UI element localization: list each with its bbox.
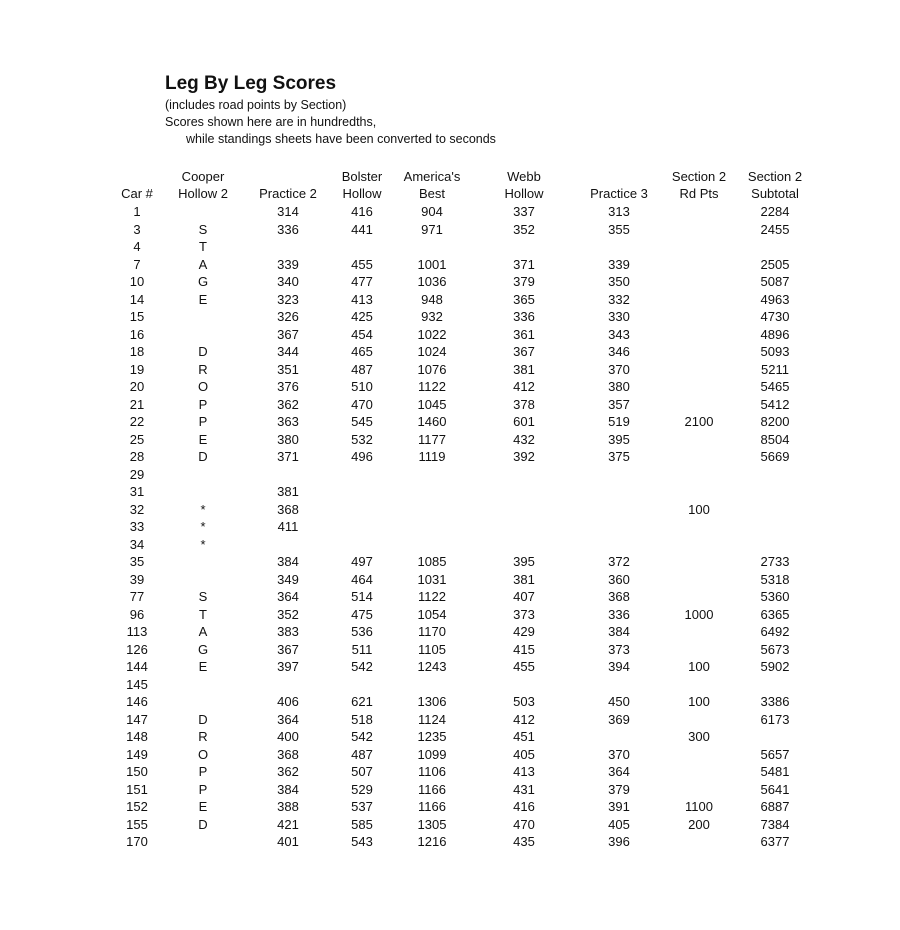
cell-cooper-hollow-2: S [198, 589, 208, 604]
cell-webb-hollow: 395 [513, 554, 535, 569]
cell-cooper-hollow-2: A [198, 624, 208, 639]
cell-webb-hollow: 416 [513, 799, 535, 814]
cell-bolster-hollow: 537 [351, 799, 373, 814]
cell-practice-2: 364 [277, 711, 299, 727]
header-car-number-line2: Car # [121, 186, 153, 201]
cell-webb-hollow: 352 [513, 221, 535, 237]
cell-americas-best: 1045 [417, 396, 447, 412]
header-bolster-hollow-line2: Hollow [342, 186, 382, 201]
cell-car-number: 15 [129, 309, 145, 324]
header-cooper-hollow-2-line2: Hollow 2 [178, 186, 228, 201]
cell-practice-3: 370 [608, 746, 630, 762]
cell-bolster-hollow: 529 [351, 781, 373, 797]
cell-americas-best: 1119 [418, 449, 446, 464]
cell-car-number: 145 [126, 676, 148, 692]
cell-webb-hollow: 435 [513, 834, 535, 849]
cell-section-2-subtotal: 5669 [760, 449, 790, 464]
cell-bolster-hollow: 543 [351, 834, 373, 849]
cell-practice-3: 330 [608, 309, 630, 324]
cell-car-number: 28 [129, 449, 145, 464]
cell-practice-3: 368 [608, 589, 630, 604]
cell-americas-best: 1106 [418, 764, 446, 779]
cell-americas-best: 1001 [417, 256, 447, 272]
cell-car-number: 21 [129, 396, 145, 412]
cell-americas-best: 1243 [417, 659, 447, 674]
header-americas-best-line1: America's [403, 169, 461, 184]
cell-practice-3: 336 [608, 606, 630, 622]
cell-practice-2: 363 [277, 414, 299, 429]
cell-practice-2: 397 [277, 659, 299, 674]
cell-cooper-hollow-2: A [198, 256, 208, 272]
cell-cooper-hollow-2: E [198, 659, 208, 674]
cell-car-number: 144 [126, 659, 148, 674]
cell-section-2-subtotal: 6173 [760, 711, 790, 727]
cell-car-number: 10 [129, 274, 145, 289]
cell-cooper-hollow-2: T [199, 606, 207, 622]
cell-car-number: 149 [126, 746, 148, 762]
cell-section-2-subtotal: 3386 [760, 694, 790, 709]
cell-section-2-subtotal: 6365 [760, 606, 790, 622]
cell-cooper-hollow-2: O [197, 746, 209, 762]
cell-cooper-hollow-2: * [200, 501, 206, 517]
cell-car-number: 25 [129, 431, 145, 447]
cell-webb-hollow: 455 [513, 659, 535, 674]
cell-section-2-subtotal: 2284 [760, 204, 790, 219]
cell-car-number: 77 [129, 589, 145, 604]
subtitle-seconds: while standings sheets have been converted to seconds [186, 132, 496, 146]
cell-section-2-rd-pts: 1000 [684, 606, 714, 622]
cell-webb-hollow: 373 [513, 606, 535, 622]
cell-car-number: 29 [129, 466, 145, 482]
cell-section-2-subtotal: 5657 [760, 746, 790, 762]
cell-americas-best: 1031 [417, 571, 447, 587]
cell-section-2-subtotal: 5412 [760, 396, 790, 412]
cell-americas-best: 1305 [417, 816, 447, 832]
cell-practice-3: 379 [608, 781, 630, 797]
cell-section-2-subtotal: 2455 [760, 221, 790, 237]
cell-practice-2: 383 [277, 624, 299, 639]
cell-section-2-subtotal: 6887 [760, 799, 790, 814]
cell-bolster-hollow: 464 [351, 571, 373, 587]
cell-car-number: 96 [129, 606, 145, 622]
cell-practice-3: 343 [608, 326, 630, 342]
cell-practice-2: 339 [277, 256, 299, 272]
cell-cooper-hollow-2: G [197, 641, 209, 657]
cell-americas-best: 1036 [417, 274, 447, 289]
cell-americas-best: 1306 [417, 694, 447, 709]
cell-car-number: 151 [126, 781, 148, 797]
page-title: Leg By Leg Scores [165, 73, 337, 94]
cell-section-2-subtotal: 5902 [760, 659, 790, 674]
cell-car-number: 32 [129, 501, 145, 517]
cell-practice-3: 395 [608, 431, 630, 447]
cell-practice-2: 314 [277, 204, 299, 219]
cell-practice-3: 373 [608, 641, 630, 657]
cell-cooper-hollow-2: * [200, 536, 206, 552]
cell-section-2-rd-pts: 100 [688, 694, 710, 709]
cell-webb-hollow: 379 [513, 274, 535, 289]
cell-practice-3: 360 [608, 571, 630, 587]
cell-bolster-hollow: 441 [351, 221, 373, 237]
cell-practice-2: 388 [277, 799, 299, 814]
cell-car-number: 39 [129, 571, 145, 587]
cell-car-number: 35 [129, 554, 145, 569]
cell-practice-3: 380 [608, 379, 630, 394]
cell-webb-hollow: 429 [513, 624, 535, 639]
cell-section-2-rd-pts: 1100 [685, 799, 713, 814]
cell-practice-3: 313 [608, 204, 630, 219]
cell-practice-3: 369 [608, 711, 630, 727]
cell-practice-2: 323 [277, 291, 299, 307]
cell-bolster-hollow: 425 [351, 309, 373, 324]
cell-practice-2: 400 [277, 729, 299, 744]
cell-practice-3: 350 [608, 274, 630, 289]
header-webb-hollow-line1: Webb [507, 169, 541, 184]
cell-practice-2: 351 [277, 361, 299, 377]
cell-section-2-rd-pts: 2100 [684, 414, 714, 429]
cell-car-number: 33 [129, 519, 145, 534]
cell-section-2-subtotal: 5211 [761, 361, 789, 377]
cell-webb-hollow: 431 [513, 781, 535, 797]
cell-practice-3: 384 [608, 624, 630, 639]
cell-car-number: 14 [129, 291, 145, 307]
cell-americas-best: 1235 [417, 729, 447, 744]
cell-webb-hollow: 371 [513, 256, 535, 272]
cell-practice-2: 421 [277, 816, 299, 832]
cell-cooper-hollow-2: T [199, 239, 207, 254]
cell-americas-best: 1054 [417, 606, 447, 622]
cell-practice-2: 384 [277, 781, 299, 797]
cell-practice-2: 340 [277, 274, 299, 289]
cell-section-2-subtotal: 5318 [760, 571, 790, 587]
cell-cooper-hollow-2: * [200, 519, 206, 534]
cell-practice-3: 450 [608, 694, 630, 709]
cell-americas-best: 971 [421, 221, 443, 237]
cell-bolster-hollow: 475 [351, 606, 373, 622]
cell-car-number: 155 [126, 816, 148, 832]
cell-webb-hollow: 381 [513, 361, 535, 377]
cell-practice-2: 401 [277, 834, 299, 849]
cell-webb-hollow: 367 [513, 344, 535, 359]
cell-practice-2: 364 [277, 589, 299, 604]
cell-bolster-hollow: 454 [351, 326, 373, 342]
header-americas-best-line2: Best [418, 186, 446, 201]
cell-practice-2: 352 [277, 606, 299, 622]
cell-bolster-hollow: 416 [351, 204, 373, 219]
cell-practice-3: 405 [608, 816, 630, 832]
cell-practice-2: 362 [277, 764, 299, 779]
cell-bolster-hollow: 487 [351, 746, 373, 762]
cell-webb-hollow: 365 [513, 291, 535, 307]
cell-americas-best: 1085 [417, 554, 447, 569]
cell-americas-best: 904 [421, 204, 443, 219]
cell-section-2-subtotal: 5641 [760, 781, 790, 797]
cell-webb-hollow: 405 [513, 746, 535, 762]
cell-car-number: 16 [129, 326, 145, 342]
cell-practice-2: 367 [277, 641, 299, 657]
cell-practice-3: 355 [608, 221, 630, 237]
cell-americas-best: 1076 [417, 361, 447, 377]
header-bolster-hollow-line1: Bolster [341, 169, 383, 184]
cell-bolster-hollow: 514 [351, 589, 373, 604]
cell-webb-hollow: 407 [513, 589, 535, 604]
cell-cooper-hollow-2: P [198, 781, 208, 797]
header-cooper-hollow-2-line1: Cooper [181, 169, 225, 184]
cell-practice-2: 380 [277, 431, 299, 447]
cell-car-number: 1 [133, 204, 141, 219]
cell-car-number: 170 [126, 834, 148, 849]
cell-americas-best: 1099 [417, 746, 447, 762]
cell-practice-2: 381 [277, 484, 299, 499]
cell-practice-2: 349 [277, 571, 299, 587]
cell-cooper-hollow-2: P [198, 414, 208, 429]
cell-section-2-subtotal: 8200 [760, 414, 790, 429]
cell-bolster-hollow: 542 [351, 729, 373, 744]
cell-bolster-hollow: 507 [351, 764, 373, 779]
cell-cooper-hollow-2: E [198, 431, 208, 447]
cell-section-2-rd-pts: 300 [688, 729, 710, 744]
cell-cooper-hollow-2: E [198, 799, 208, 814]
cell-section-2-subtotal: 4963 [760, 291, 790, 307]
cell-car-number: 126 [126, 641, 148, 657]
cell-car-number: 7 [133, 256, 141, 272]
cell-bolster-hollow: 413 [351, 291, 373, 307]
cell-practice-2: 368 [277, 746, 299, 762]
cell-bolster-hollow: 532 [351, 431, 373, 447]
cell-webb-hollow: 378 [513, 396, 535, 412]
cell-bolster-hollow: 477 [351, 274, 373, 289]
cell-webb-hollow: 412 [513, 379, 535, 394]
cell-webb-hollow: 381 [513, 571, 535, 587]
cell-americas-best: 1122 [418, 589, 446, 604]
cell-bolster-hollow: 518 [351, 711, 373, 727]
cell-practice-3: 396 [608, 834, 630, 849]
cell-car-number: 22 [129, 414, 145, 429]
cell-practice-2: 411 [277, 519, 299, 534]
cell-practice-3: 357 [608, 396, 630, 412]
cell-webb-hollow: 470 [513, 816, 535, 832]
cell-practice-2: 406 [277, 694, 299, 709]
cell-americas-best: 1105 [418, 641, 446, 657]
cell-cooper-hollow-2: R [198, 361, 208, 377]
cell-webb-hollow: 361 [513, 326, 535, 342]
cell-car-number: 146 [126, 694, 148, 709]
cell-car-number: 19 [129, 361, 145, 377]
cell-practice-2: 344 [277, 344, 299, 359]
cell-car-number: 4 [133, 239, 141, 254]
cell-practice-2: 384 [277, 554, 299, 569]
cell-section-2-rd-pts: 100 [688, 501, 710, 517]
cell-section-2-subtotal: 2733 [760, 554, 790, 569]
subtitle-hundredths: Scores shown here are in hundredths, [165, 115, 377, 129]
cell-bolster-hollow: 536 [351, 624, 373, 639]
cell-car-number: 18 [129, 344, 145, 359]
cell-webb-hollow: 451 [513, 729, 535, 744]
cell-cooper-hollow-2: O [197, 379, 209, 394]
cell-webb-hollow: 413 [513, 764, 535, 779]
cell-cooper-hollow-2: D [198, 449, 208, 464]
cell-practice-3: 370 [608, 361, 630, 377]
cell-section-2-subtotal: 5673 [760, 641, 790, 657]
cell-americas-best: 1460 [417, 414, 447, 429]
cell-practice-3: 364 [608, 764, 630, 779]
cell-section-2-subtotal: 6377 [760, 834, 790, 849]
cell-section-2-subtotal: 2505 [760, 256, 790, 272]
cell-webb-hollow: 337 [513, 204, 535, 219]
cell-bolster-hollow: 621 [351, 694, 373, 709]
cell-section-2-subtotal: 5360 [760, 589, 790, 604]
cell-webb-hollow: 415 [513, 641, 535, 657]
cell-webb-hollow: 432 [513, 431, 535, 447]
cell-americas-best: 1216 [417, 834, 447, 849]
cell-car-number: 34 [129, 536, 145, 552]
cell-americas-best: 1166 [418, 799, 446, 814]
cell-bolster-hollow: 511 [351, 641, 373, 657]
cell-webb-hollow: 336 [513, 309, 535, 324]
cell-bolster-hollow: 455 [351, 256, 373, 272]
cell-americas-best: 1166 [418, 781, 446, 797]
cell-bolster-hollow: 497 [351, 554, 373, 569]
cell-section-2-subtotal: 5093 [760, 344, 790, 359]
cell-section-2-subtotal: 5465 [760, 379, 790, 394]
cell-section-2-subtotal: 5481 [760, 764, 790, 779]
cell-car-number: 31 [129, 484, 145, 499]
cell-practice-3: 375 [608, 449, 630, 464]
cell-car-number: 152 [126, 799, 148, 814]
cell-cooper-hollow-2: P [198, 396, 208, 412]
cell-bolster-hollow: 545 [351, 414, 373, 429]
cell-section-2-rd-pts: 100 [688, 659, 710, 674]
cell-cooper-hollow-2: R [198, 729, 208, 744]
cell-bolster-hollow: 470 [351, 396, 373, 412]
cell-section-2-subtotal: 4896 [760, 326, 790, 342]
cell-section-2-subtotal: 8504 [760, 431, 790, 447]
cell-section-2-subtotal: 6492 [760, 624, 790, 639]
cell-practice-3: 391 [608, 799, 630, 814]
cell-cooper-hollow-2: G [197, 274, 209, 289]
cell-practice-2: 368 [277, 501, 299, 517]
cell-americas-best: 1122 [418, 379, 446, 394]
cell-americas-best: 1170 [418, 624, 446, 639]
cell-bolster-hollow: 496 [351, 449, 373, 464]
subtitle-road-points: (includes road points by Section) [165, 98, 347, 112]
cell-car-number: 113 [126, 624, 148, 639]
cell-car-number: 3 [133, 221, 141, 237]
cell-practice-2: 362 [277, 396, 299, 412]
cell-bolster-hollow: 465 [351, 344, 373, 359]
cell-section-2-subtotal: 7384 [760, 816, 790, 832]
cell-cooper-hollow-2: S [198, 221, 208, 237]
cell-cooper-hollow-2: D [198, 344, 208, 359]
cell-americas-best: 1177 [418, 431, 446, 447]
cell-practice-2: 376 [277, 379, 299, 394]
cell-americas-best: 1124 [418, 711, 446, 727]
cell-section-2-rd-pts: 200 [688, 816, 710, 832]
cell-practice-3: 394 [608, 659, 630, 674]
cell-americas-best: 1024 [417, 344, 447, 359]
cell-webb-hollow: 392 [513, 449, 535, 464]
header-section-2-subtotal-line2: Subtotal [751, 186, 799, 201]
header-webb-hollow-line2: Hollow [504, 186, 544, 201]
cell-americas-best: 1022 [417, 326, 447, 342]
cell-section-2-subtotal: 4730 [760, 309, 790, 324]
cell-practice-2: 367 [277, 326, 299, 342]
cell-cooper-hollow-2: D [198, 816, 208, 832]
cell-webb-hollow: 412 [513, 711, 535, 727]
header-section-2-rd-pts-line2: Rd Pts [679, 186, 719, 201]
cell-cooper-hollow-2: P [198, 764, 208, 779]
cell-americas-best: 948 [421, 291, 443, 307]
cell-practice-2: 336 [277, 221, 299, 237]
cell-practice-3: 339 [608, 256, 630, 272]
cell-car-number: 150 [126, 764, 148, 779]
cell-practice-3: 346 [608, 344, 630, 359]
cell-bolster-hollow: 542 [351, 659, 373, 674]
header-practice-3-line2: Practice 3 [590, 186, 648, 201]
cell-cooper-hollow-2: E [198, 291, 208, 307]
cell-car-number: 147 [126, 711, 148, 727]
header-practice-2-line2: Practice 2 [259, 186, 317, 201]
cell-section-2-subtotal: 5087 [760, 274, 790, 289]
cell-practice-3: 372 [608, 554, 630, 569]
cell-practice-3: 332 [608, 291, 630, 307]
cell-americas-best: 932 [421, 309, 443, 324]
cell-practice-2: 326 [277, 309, 299, 324]
header-section-2-rd-pts-line1: Section 2 [671, 169, 727, 184]
cell-cooper-hollow-2: D [198, 711, 208, 727]
header-section-2-subtotal-line1: Section 2 [747, 169, 803, 184]
cell-webb-hollow: 503 [513, 694, 535, 709]
cell-bolster-hollow: 585 [351, 816, 373, 832]
cell-car-number: 148 [126, 729, 148, 744]
cell-practice-3: 519 [608, 414, 630, 429]
cell-bolster-hollow: 510 [351, 379, 373, 394]
cell-car-number: 20 [129, 379, 145, 394]
cell-bolster-hollow: 487 [351, 361, 373, 377]
cell-practice-2: 371 [277, 449, 299, 464]
cell-webb-hollow: 601 [513, 414, 535, 429]
